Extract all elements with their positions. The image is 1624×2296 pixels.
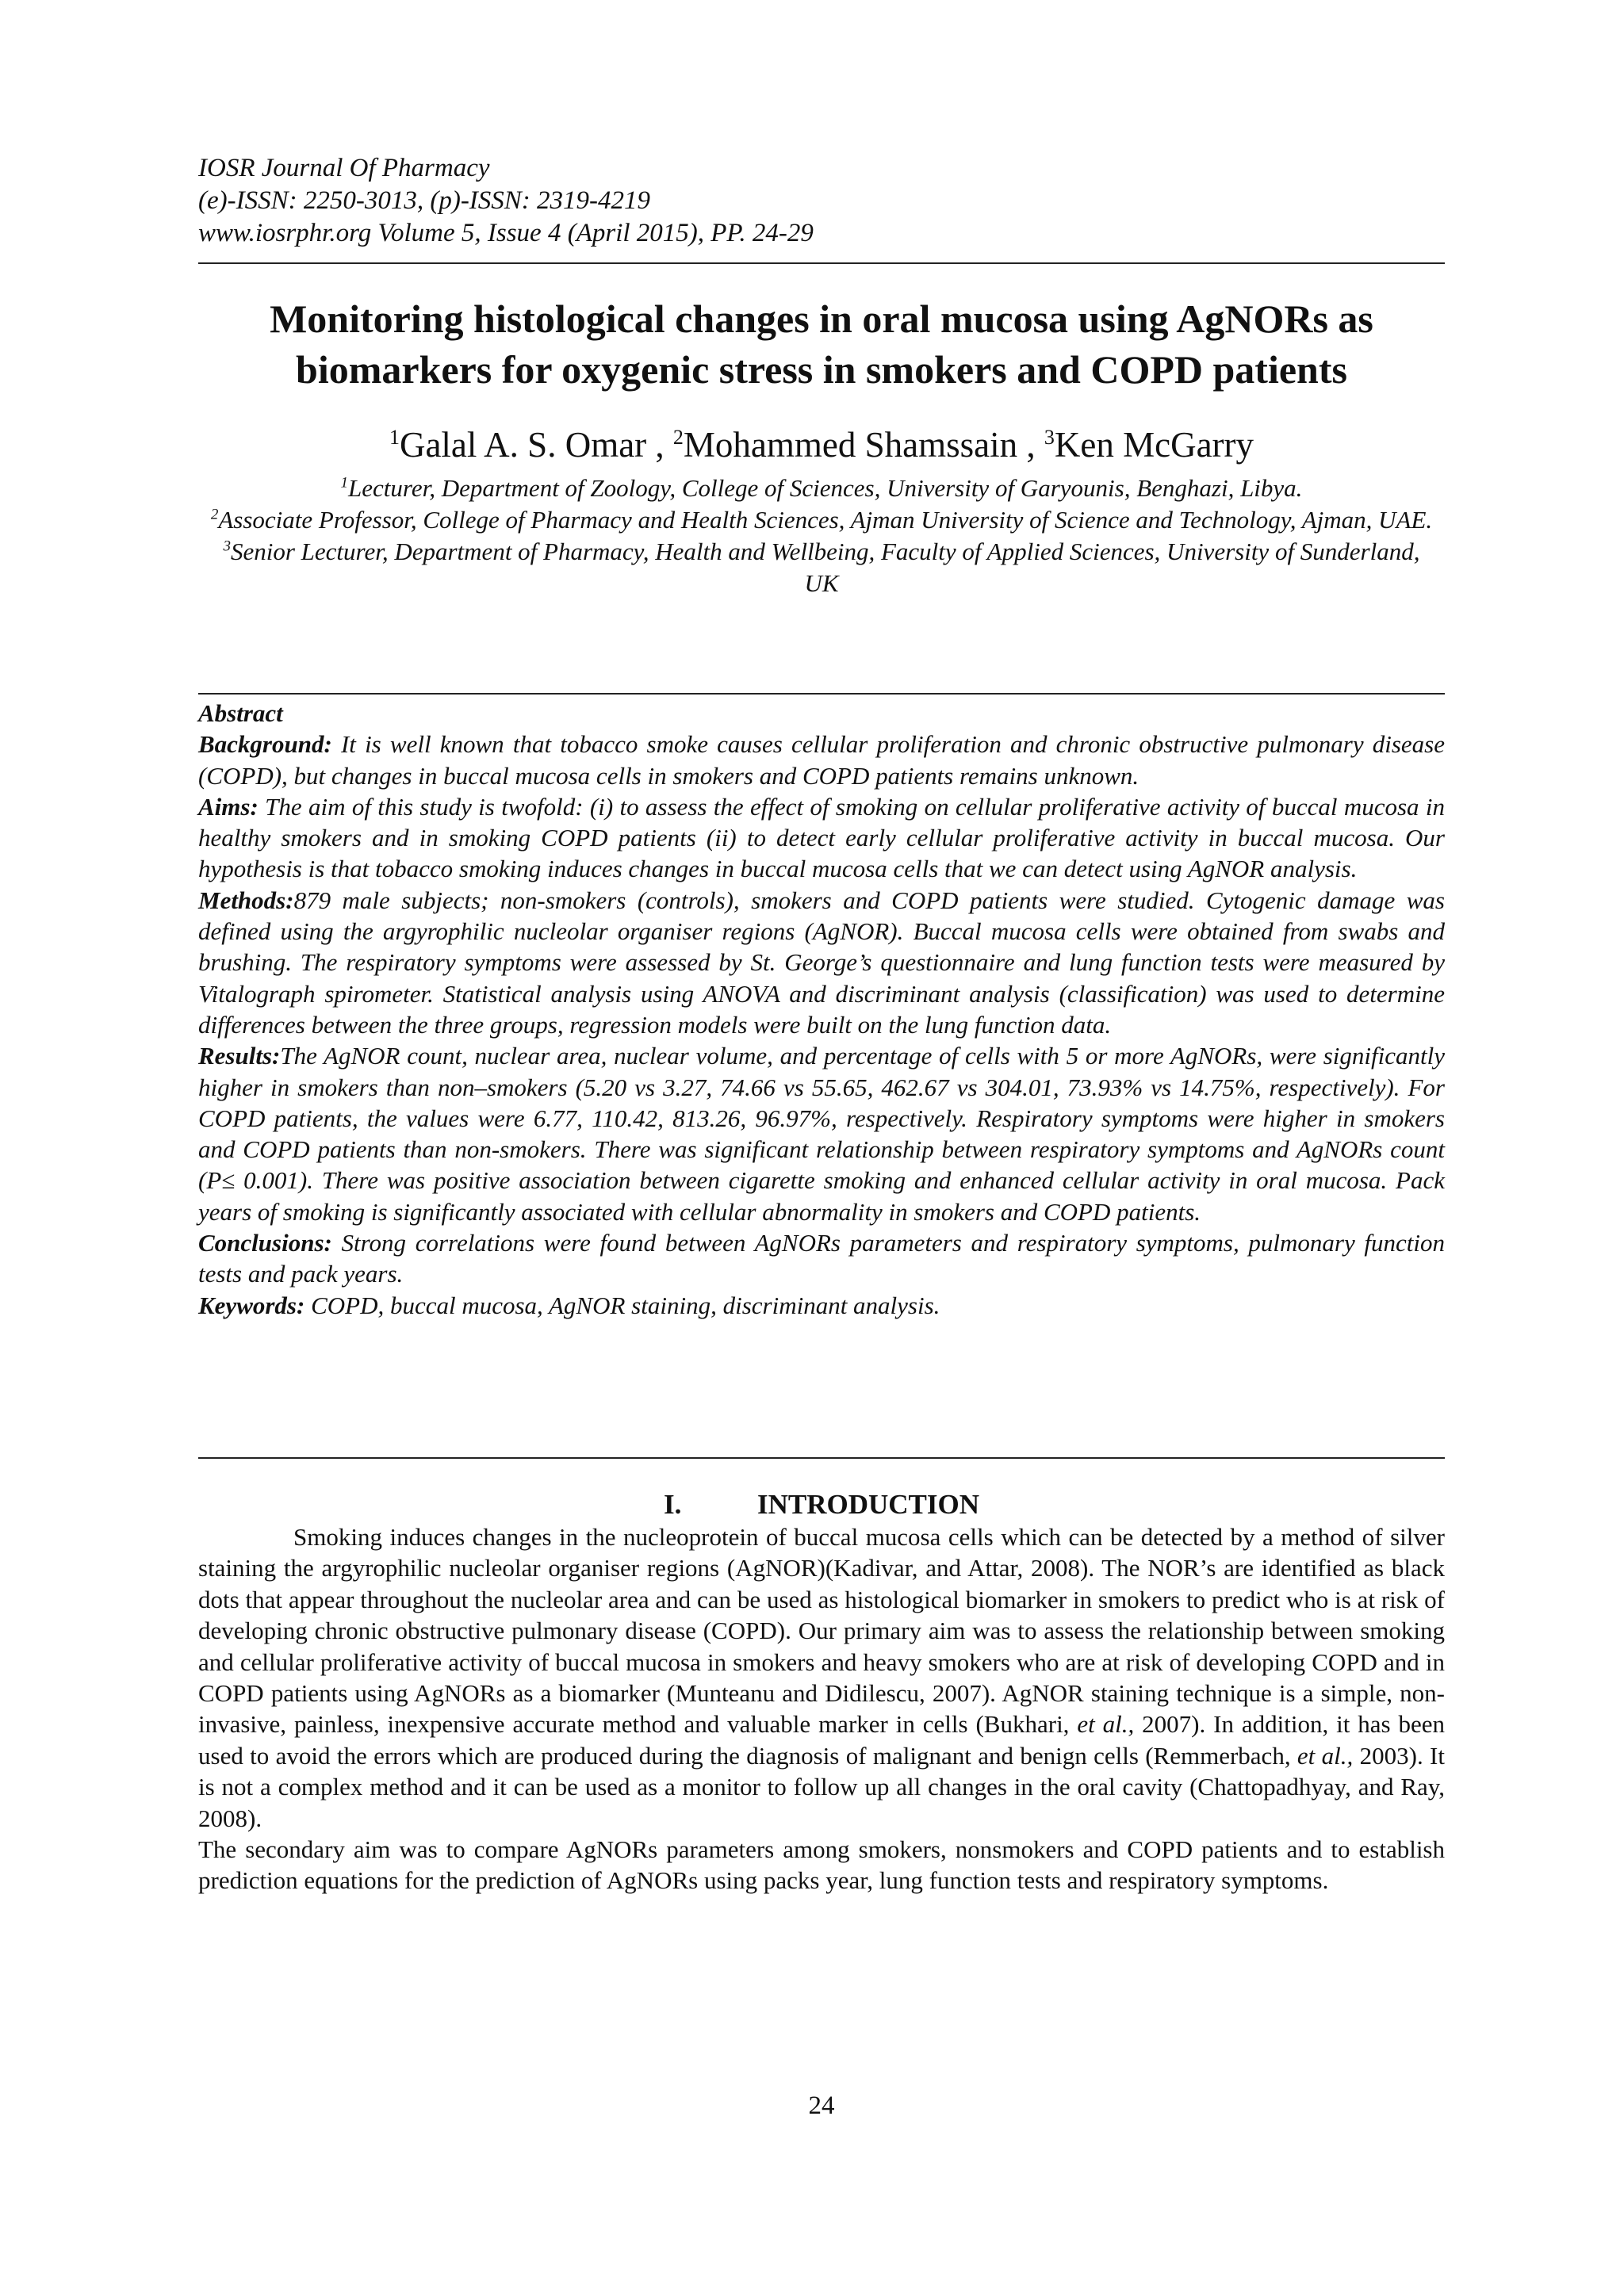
title-line-1: Monitoring histological changes in oral mucosa using AgNORs as [270, 297, 1373, 341]
author-list [198, 423, 1445, 466]
abstract-conclusions [198, 1227, 1445, 1290]
affiliation-1 [198, 473, 1445, 504]
intro-p1-text-c: 2003). It is not a complex method and it can be used as a monitor to follow up all changes in the oral cavity (Chattopadhyay, and Ray, 2008). [198, 1741, 1445, 1832]
introduction-body [198, 1521, 1445, 1896]
abstract-heading: Abstract [198, 699, 283, 727]
section-title: INTRODUCTION [756, 1489, 980, 1520]
keywords-label: Keywords: [198, 1291, 305, 1319]
aims-text: The aim of this study is twofold: (i) to assess the effect of smoking on cellular proliferative activity of buccal mucosa in healthy smokers and in smoking COPD patients (ii) to detect early cellular proliferative activity in buccal mucosa. Our hypothesis is that tobacco smoking induces changes in buccal mucosa cells that we can detect using AgNOR analysis. [198, 792, 1445, 883]
intro-p1-text-b: 2007). In addition, it has been used to avoid the errors which are produced during the diagnosis of malignant and benign cells (Remmerbach, [198, 1710, 1445, 1770]
journal-issn: (e)-ISSN: 2250-3013, (p)-ISSN: 2319-4219 [198, 186, 651, 215]
conclusions-text: Strong correlations were found between AgNORs parameters and respiratory symptoms, pulmonary function tests and pack years. [198, 1229, 1445, 1288]
affiliation-1-text: Lecturer, Department of Zoology, College of Sciences, University of Garyounis, Benghazi, Libya. [348, 474, 1303, 502]
author-1-sup: 1 [389, 426, 400, 449]
affiliation-3-text: Senior Lecturer, Department of Pharmacy, Health and Wellbeing, Faculty of Applied Sciences, University of Sunderland, UK [230, 538, 1420, 597]
paper-title [198, 293, 1445, 395]
background-label: Background: [198, 730, 332, 759]
page-number: 24 [808, 2091, 835, 2120]
affiliation-2-sup: 2 [210, 506, 219, 523]
keywords-text: COPD, buccal mucosa, AgNOR staining, discriminant analysis. [304, 1291, 940, 1319]
affiliation-1-sup: 1 [340, 474, 349, 492]
abstract-top-rule [198, 693, 1445, 695]
results-text: The AgNOR count, nuclear area, nuclear volume, and percentage of cells with 5 or more AgNORs, were significantly higher in smokers than non–smokers (5.20 vs 3.27, 74.66 vs 55.65, 462.67 vs 304.01, 73.93% vs 14.75%, respectively). For COPD patients, the values were 6.77, 110.42, 813.26, 96.97%, respectively. Respiratory symptoms were higher in smokers and COPD patients than non-smokers. There was significant relationship between respiratory symptoms and AgNORs count (P≤ 0.001). There was positive association between cigarette smoking and enhanced cellular activity in oral mucosa. Pack years of smoking is significantly associated with cellular abnormality in smokers and COPD patients. [198, 1042, 1445, 1226]
methods-text: 879 male subjects; non-smokers (controls), smokers and COPD patients were studied. Cytogenic damage was defined using the argyrophilic nucleolar organiser regions (AgNOR). Buccal mucosa cells were obtained from swabs and brushing. The respiratory symptoms were assessed by St. George’s questionnaire and lung function tests were measured by Vitalograph spirometer. Statistical analysis using ANOVA and discriminant analysis (classification) was used to determine differences between the three groups, regression models were built on the lung function data. [198, 886, 1445, 1039]
intro-p1-etal-2: et al., [1297, 1741, 1354, 1770]
affiliation-3-sup: 3 [223, 538, 231, 555]
abstract-bottom-rule [198, 1457, 1445, 1459]
author-3-name: Ken McGarry [1054, 425, 1254, 465]
background-text: It is well known that tobacco smoke causes cellular proliferation and chronic obstructive pulmonary disease (COPD), but changes in buccal mucosa cells in smokers and COPD patients remains unknown. [198, 730, 1445, 790]
methods-label: Methods: [198, 886, 294, 914]
conclusions-label: Conclusions: [198, 1229, 332, 1257]
aims-label: Aims: [198, 792, 259, 821]
intro-p1-text-a: Smoking induces changes in the nucleoprotein of buccal mucosa cells which can be detected by a method of silver staining the argyrophilic nucleolar organiser regions (AgNOR)(Kadivar, and Attar, 2008). The NOR’s are identified as black dots that appear throughout the nucleolar area and can be used as histological biomarker in smokers to predict who is at risk of developing chronic obstructive pulmonary disease (COPD). Our primary aim was to assess the relationship between smoking and cellular proliferative activity of buccal mucosa in smokers and heavy smokers who are at risk of developing COPD and in COPD patients using AgNORs as a biomarker (Munteanu and Didilescu, 2007). AgNOR staining technique is a simple, non-invasive, painless, inexpensive accurate method and valuable marker in cells (Bukhari, [198, 1523, 1445, 1739]
abstract-keywords [198, 1290, 1445, 1321]
author-2-name: Mohammed Shamssain , [683, 425, 1036, 465]
author-1-name: Galal A. S. Omar , [399, 425, 665, 465]
header-rule [198, 262, 1445, 264]
author-3-sup: 3 [1044, 426, 1055, 449]
journal-header [198, 152, 1445, 250]
author-2-sup: 2 [672, 426, 684, 449]
affiliation-3 [198, 536, 1445, 599]
abstract-methods [198, 885, 1445, 1040]
abstract-results [198, 1040, 1445, 1227]
affiliation-2 [198, 504, 1445, 536]
results-label: Results: [198, 1042, 281, 1070]
journal-name: IOSR Journal Of Pharmacy [198, 154, 490, 182]
intro-paragraph-1 [198, 1521, 1445, 1834]
affiliations [198, 473, 1445, 599]
journal-volume: www.iosrphr.org Volume 5, Issue 4 (April 2015), PP. 24-29 [198, 219, 814, 247]
abstract-background [198, 729, 1445, 791]
affiliation-2-text: Associate Professor, College of Pharmacy and Health Sciences, Ajman University of Science and Technology, Ajman, UAE. [218, 506, 1433, 534]
abstract-aims [198, 791, 1445, 885]
paper-page [198, 0, 1445, 2296]
section-number: I. [663, 1489, 682, 1520]
intro-p1-etal-1: et al., [1077, 1710, 1135, 1739]
abstract [198, 698, 1445, 1321]
section-heading-introduction [198, 1489, 1445, 1521]
intro-paragraph-2: The secondary aim was to compare AgNORs parameters among smokers, nonsmokers and COPD patients and to establish prediction equations for the prediction of AgNORs using packs year, lung function tests and respiratory symptoms. [198, 1835, 1445, 1895]
title-line-2: biomarkers for oxygenic stress in smokers and COPD patients [296, 347, 1347, 392]
